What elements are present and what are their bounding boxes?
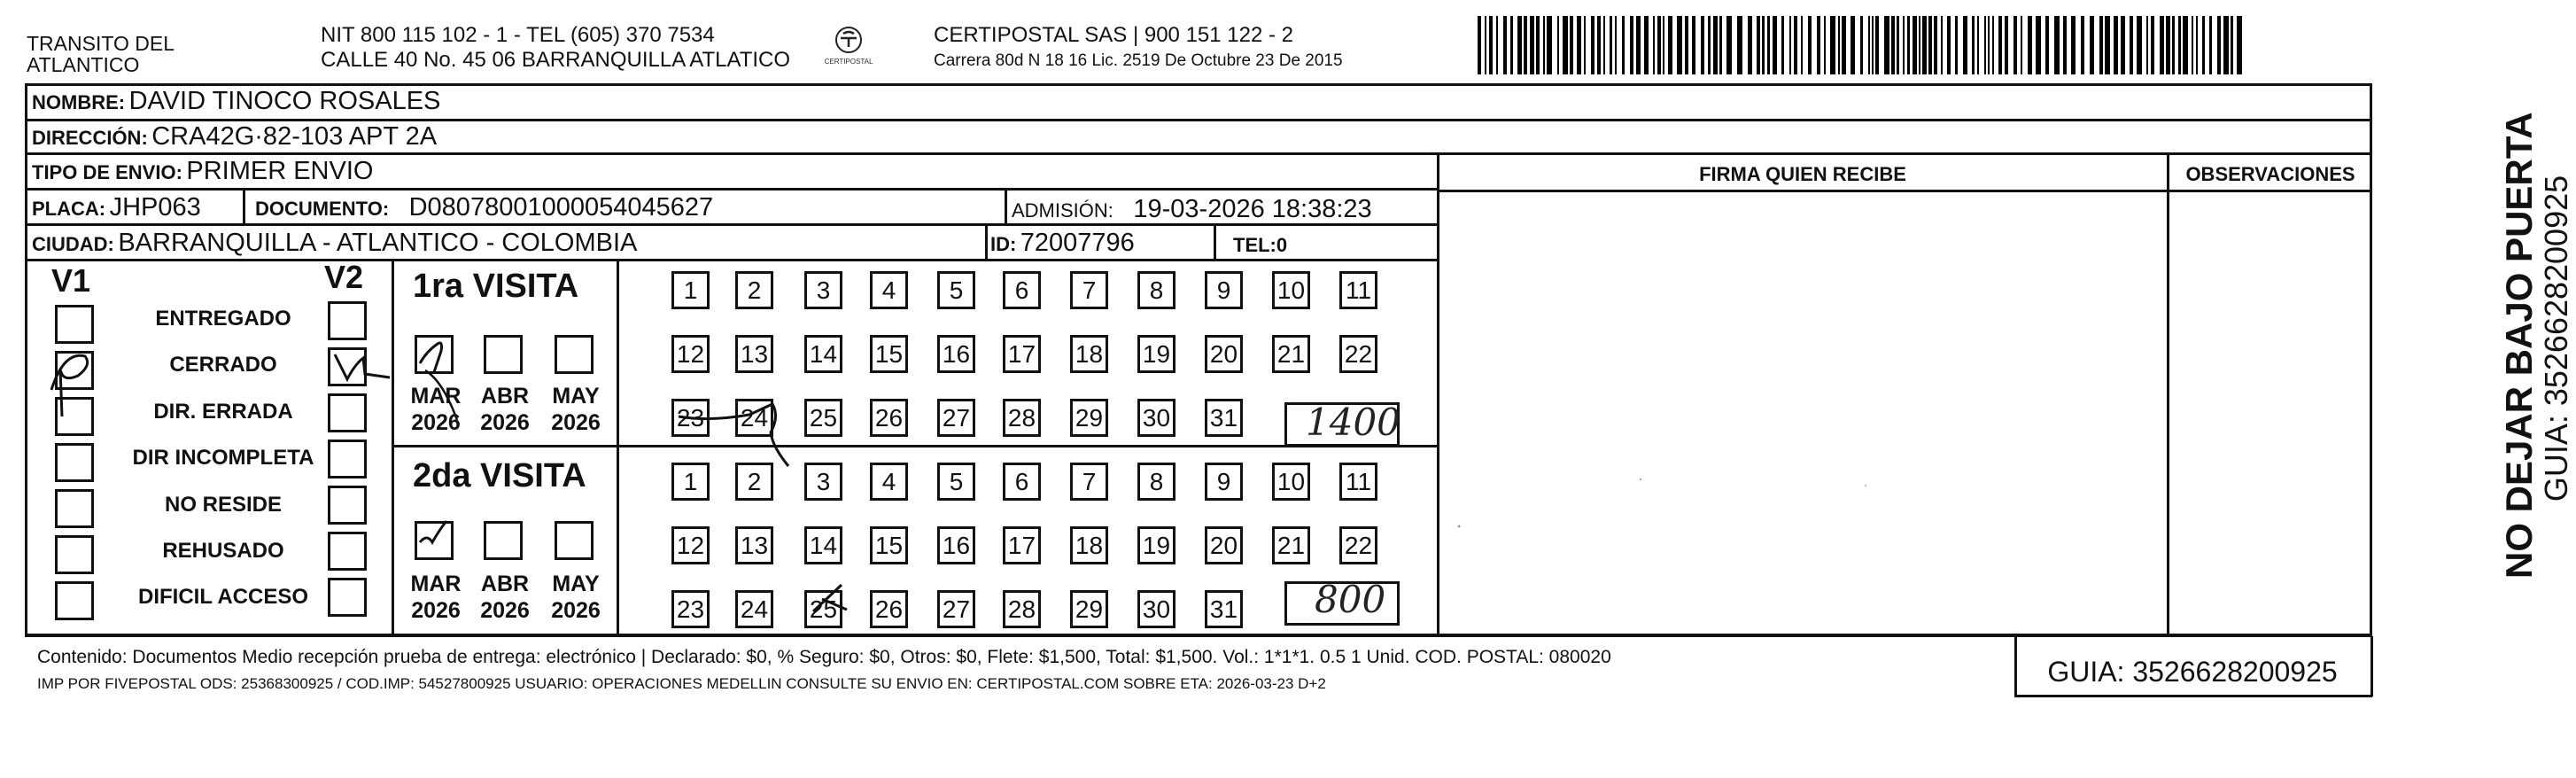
address-line: CALLE 40 No. 45 06 BARRANQUILLA ATLATICO xyxy=(321,48,791,72)
company-name-line1: TRANSITO DEL xyxy=(27,32,175,55)
tel-label: TEL:0 xyxy=(1233,234,1288,256)
documento-row xyxy=(255,193,713,222)
day-box-12[interactable]: 12 xyxy=(671,335,710,373)
placa-label: PLACA: xyxy=(32,198,106,220)
day-box-31[interactable]: 31 xyxy=(1205,399,1243,437)
day-box-9[interactable]: 9 xyxy=(1205,271,1243,309)
v1-checkbox-dificil-acceso[interactable] xyxy=(55,581,94,620)
visit2-month-abr-box[interactable] xyxy=(484,521,523,560)
day-box-29[interactable]: 29 xyxy=(1070,399,1108,437)
day-box-30[interactable]: 30 xyxy=(1137,399,1175,437)
side-guia: GUIA: 3526628200925 xyxy=(2538,175,2574,502)
v2-checkbox-dir-errada[interactable] xyxy=(328,393,367,432)
day-box-10[interactable]: 10 xyxy=(1272,271,1310,309)
visit1-time-note-text: 1400 xyxy=(1306,401,1401,444)
carrier-line: CERTIPOSTAL SAS | 900 151 122 - 2 xyxy=(934,23,1293,47)
visit1-month-abr: ABR 2026 xyxy=(480,384,530,435)
day-box-14[interactable]: 14 xyxy=(804,526,842,564)
company-name-line2: ATLANTICO xyxy=(27,53,140,76)
visit2-month-may-box[interactable] xyxy=(555,521,594,560)
visit1-title: 1ra VISITA xyxy=(413,268,579,305)
option-dir-incompleta: DIR INCOMPLETA xyxy=(132,446,314,470)
day-box-29[interactable]: 29 xyxy=(1070,590,1108,628)
day-box-19[interactable]: 19 xyxy=(1137,335,1175,373)
day-box-23[interactable]: 23 xyxy=(671,590,710,628)
day-box-17[interactable]: 17 xyxy=(1003,526,1041,564)
visit2-month-mar-box[interactable] xyxy=(415,521,454,560)
day-box-18[interactable]: 18 xyxy=(1070,526,1108,564)
day-box-3[interactable]: 3 xyxy=(804,463,842,501)
day-box-16[interactable]: 16 xyxy=(937,526,975,564)
option-dificil-acceso: DIFICIL ACCESO xyxy=(137,585,308,609)
option-rehusado: REHUSADO xyxy=(162,539,284,563)
day-box-24[interactable]: 24 xyxy=(735,590,773,628)
day-box-11[interactable]: 11 xyxy=(1339,463,1377,501)
direccion-row xyxy=(32,122,437,152)
day-box-26[interactable]: 26 xyxy=(870,399,908,437)
certipostal-logo xyxy=(817,25,881,74)
license-line: Carrera 80d N 18 16 Lic. 2519 De Octubre 23 De 2015 xyxy=(934,51,1343,70)
day-box-22[interactable]: 22 xyxy=(1339,526,1377,564)
firma-header: FIRMA QUIEN RECIBE xyxy=(1699,163,1906,185)
documento-value: D08078001000054045627 xyxy=(408,193,714,222)
nombre-value: DAVID TINOCO ROSALES xyxy=(128,87,441,115)
footer-guia-box: GUIA: 3526628200925 xyxy=(2047,656,2338,688)
day-box-26[interactable]: 26 xyxy=(870,590,908,628)
v1-label: V1 xyxy=(51,262,91,299)
day-box-20[interactable]: 20 xyxy=(1205,335,1243,373)
day-box-2[interactable]: 2 xyxy=(735,271,773,309)
day-box-22[interactable]: 22 xyxy=(1339,335,1377,373)
day-box-4[interactable]: 4 xyxy=(870,271,908,309)
visit1-month-may-box[interactable] xyxy=(555,335,594,374)
option-cerrado: CERRADO xyxy=(169,353,277,377)
day-box-24[interactable]: 24 xyxy=(735,399,773,437)
option-dir-errada: DIR. ERRADA xyxy=(153,400,293,424)
day-box-25[interactable]: 25 xyxy=(804,399,842,437)
visit2-month-mar: MAR 2026 xyxy=(410,572,462,623)
footer-imp: IMP POR FIVEPOSTAL ODS: 25368300925 / COD.IMP: 54527800925 USUARIO: OPERACIONES MEDELLIN CONSULTE SU ENVIO EN: CERTIPOSTAL.COM SOBRE ETA: 2026-03-23 D+2 xyxy=(37,675,1326,692)
day-box-18[interactable]: 18 xyxy=(1070,335,1108,373)
day-box-7[interactable]: 7 xyxy=(1070,463,1108,501)
day-box-6[interactable]: 6 xyxy=(1003,463,1041,501)
day-box-25[interactable]: 25 xyxy=(804,590,842,628)
id-label: ID: xyxy=(990,233,1017,255)
day-box-7[interactable]: 7 xyxy=(1070,271,1108,309)
day-box-28[interactable]: 28 xyxy=(1003,399,1041,437)
day-box-28[interactable]: 28 xyxy=(1003,590,1041,628)
day-box-13[interactable]: 13 xyxy=(735,335,773,373)
visit2-title: 2da VISITA xyxy=(413,457,586,494)
day-box-23[interactable]: 23 xyxy=(671,399,710,437)
day-box-5[interactable]: 5 xyxy=(937,463,975,501)
tipo-row xyxy=(32,157,373,186)
barcode xyxy=(1478,16,2238,74)
day-box-27[interactable]: 27 xyxy=(937,399,975,437)
day-box-17[interactable]: 17 xyxy=(1003,335,1041,373)
day-box-15[interactable]: 15 xyxy=(870,526,908,564)
day-box-8[interactable]: 8 xyxy=(1137,271,1175,309)
side-warning: NO DEJAR BAJO PUERTA xyxy=(2498,112,2540,579)
tipo-value: PRIMER ENVIO xyxy=(186,157,374,185)
footer-contenido: Contenido: Documentos Medio recepción prueba de entrega: electrónico | Declarado: $0, % Seguro: $0, Otros: $0, Flete: $1,500, Total: $1,500. Vol.: 1*1*1. 0.5 1 Unid. COD. POSTAL: 080020 xyxy=(37,647,1611,667)
tipo-label: TIPO DE ENVIO: xyxy=(32,161,182,183)
day-box-14[interactable]: 14 xyxy=(804,335,842,373)
day-box-27[interactable]: 27 xyxy=(937,590,975,628)
id-row xyxy=(990,229,1135,258)
visit1-month-mar-box[interactable] xyxy=(415,335,454,374)
visit2-month-abr: ABR 2026 xyxy=(480,572,530,623)
direccion-value: CRA42G·82-103 APT 2A xyxy=(151,122,438,151)
nombre-label: NOMBRE: xyxy=(32,91,126,113)
day-box-21[interactable]: 21 xyxy=(1272,335,1310,373)
day-box-4[interactable]: 4 xyxy=(870,463,908,501)
observaciones-header: OBSERVACIONES xyxy=(2185,163,2355,185)
v2-checkbox-no-reside[interactable] xyxy=(328,486,367,525)
signature-area xyxy=(1440,193,2165,633)
visit2-month-may: MAY 2026 xyxy=(551,572,601,623)
v1-checkbox-dir-errada[interactable] xyxy=(55,397,94,436)
day-box-30[interactable]: 30 xyxy=(1137,590,1175,628)
day-box-20[interactable]: 20 xyxy=(1205,526,1243,564)
nombre-row xyxy=(32,87,440,116)
day-box-11[interactable]: 11 xyxy=(1339,271,1377,309)
v1-checkbox-rehusado[interactable] xyxy=(55,535,94,574)
visit1-month-abr-box[interactable] xyxy=(484,335,523,374)
visit2-time-note-text: 800 xyxy=(1315,578,1386,621)
day-box-15[interactable]: 15 xyxy=(870,335,908,373)
v1-checkbox-no-reside[interactable] xyxy=(55,489,94,528)
day-box-31[interactable]: 31 xyxy=(1205,590,1243,628)
admision-value: 19-03-2026 18:38:23 xyxy=(1133,195,1372,223)
v1-checkbox-dir-incompleta[interactable] xyxy=(55,443,94,482)
v2-checkbox-entregado[interactable] xyxy=(328,301,367,340)
ciudad-value: BARRANQUILLA - ATLANTICO - COLOMBIA xyxy=(118,229,638,257)
admision-row xyxy=(1012,195,1372,224)
day-box-3[interactable]: 3 xyxy=(804,271,842,309)
v1-checkbox-entregado[interactable] xyxy=(55,305,94,344)
v2-checkbox-cerrado[interactable] xyxy=(328,347,367,386)
day-box-6[interactable]: 6 xyxy=(1003,271,1041,309)
placa-value: JHP063 xyxy=(109,193,201,222)
day-box-19[interactable]: 19 xyxy=(1137,526,1175,564)
v2-checkbox-dificil-acceso[interactable] xyxy=(328,578,367,617)
day-box-8[interactable]: 8 xyxy=(1137,463,1175,501)
visit1-month-may: MAY 2026 xyxy=(551,384,601,435)
day-box-5[interactable]: 5 xyxy=(937,271,975,309)
documento-label: DOCUMENTO: xyxy=(255,198,390,220)
day-box-1[interactable]: 1 xyxy=(671,271,710,309)
id-value: 72007796 xyxy=(1020,229,1135,257)
day-box-13[interactable]: 13 xyxy=(735,526,773,564)
day-box-21[interactable]: 21 xyxy=(1272,526,1310,564)
v1-checkbox-cerrado[interactable] xyxy=(55,351,94,390)
day-box-9[interactable]: 9 xyxy=(1205,463,1243,501)
v2-label: V2 xyxy=(324,259,364,295)
ciudad-label: CIUDAD: xyxy=(32,233,114,255)
placa-row xyxy=(32,193,201,222)
v2-checkbox-rehusado[interactable] xyxy=(328,532,367,571)
option-entregado: ENTREGADO xyxy=(155,307,291,331)
day-box-1[interactable]: 1 xyxy=(671,463,710,501)
day-box-2[interactable]: 2 xyxy=(735,463,773,501)
option-no-reside: NO RESIDE xyxy=(164,493,283,517)
admision-label: ADMISIÓN: xyxy=(1012,199,1113,222)
direccion-label: DIRECCIÓN: xyxy=(32,127,148,149)
day-box-16[interactable]: 16 xyxy=(937,335,975,373)
visit1-month-mar: MAR 2026 xyxy=(410,384,462,435)
day-box-10[interactable]: 10 xyxy=(1272,463,1310,501)
ciudad-row xyxy=(32,229,637,258)
v2-checkbox-dir-incompleta[interactable] xyxy=(328,440,367,478)
day-box-12[interactable]: 12 xyxy=(671,526,710,564)
svg-text:CERTIPOSTAL: CERTIPOSTAL xyxy=(824,58,873,66)
nit-line: NIT 800 115 102 - 1 - TEL (605) 370 7534 xyxy=(321,23,715,47)
